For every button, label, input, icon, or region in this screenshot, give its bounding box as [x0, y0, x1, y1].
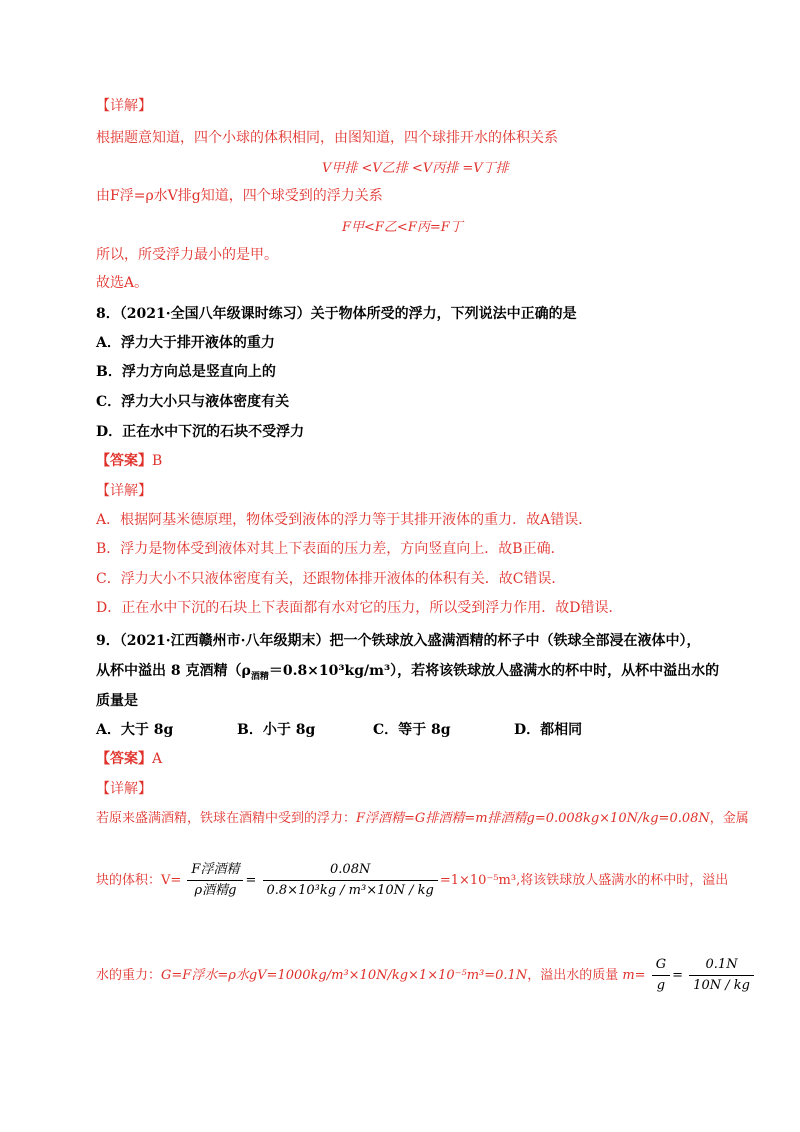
- question-9-stem-line-1: 9．（2021·江西赣州市·八年级期末）把一个铁球放入盛满酒精的杯子中（铁球全部浸在液体中），: [96, 633, 701, 649]
- question-8-option-a: A．浮力大于排开液体的重力: [96, 335, 275, 351]
- detail-heading: 【详解】: [96, 781, 152, 797]
- detail-line-2: [96, 860, 728, 901]
- mass-fraction-numeric: [689, 955, 754, 996]
- question-8-stem: 8．（2021·全国八年级课时练习）关于物体所受的浮力，下列说法中正确的是: [96, 306, 577, 322]
- question-9-option-c: C．等于 8g: [373, 722, 451, 738]
- detail-line-c: C．浮力大小不只液体密度有关，还跟物体排开液体的体积有关．故C错误．: [96, 571, 566, 587]
- question-8-option-d: D．正在水中下沉的石块不受浮力: [96, 424, 305, 440]
- detail-formula: m=: [622, 968, 646, 983]
- detail-paragraph: 所以，所受浮力最小的是甲。: [96, 247, 278, 263]
- answer-label: 【答案】: [96, 751, 152, 767]
- question-9-option-b: B．小于 8g: [237, 722, 316, 738]
- detail-conclusion: 故选A。: [96, 275, 149, 291]
- volume-relation-equation: V甲排 <V乙排 <V丙排 =V丁排: [322, 161, 509, 176]
- detail-text: ，溢出水的质量: [527, 968, 619, 983]
- stem-text: ＝0.8×10³kg/m³），若将该铁球放人盛满水的杯中时，从杯中溢出水的: [268, 663, 720, 679]
- mass-fraction-symbolic: [652, 955, 670, 996]
- fraction-denominator: ρ酒精g: [194, 883, 237, 898]
- detail-paragraph: 根据题意知道，四个小球的体积相同，由图知道，四个球排开水的体积关系: [96, 130, 558, 146]
- fraction-denominator: g: [656, 978, 666, 993]
- fraction-numerator: G: [652, 955, 670, 976]
- stem-subscript: 酒精: [250, 671, 269, 682]
- question-8-option-c: C．浮力大小只与液体密度有关: [96, 394, 290, 410]
- detail-result: =1×10⁻⁵m³: [439, 873, 517, 888]
- question-9-answer: [96, 749, 162, 769]
- volume-fraction-symbolic: [187, 860, 243, 901]
- detail-paragraph: 由F浮=ρ水V排g知道，四个球受到的浮力关系: [96, 188, 383, 204]
- detail-text: 块的体积：V=: [96, 873, 182, 888]
- fraction-numerator: 0.1N: [689, 955, 754, 976]
- question-9-option-a: A．大于 8g: [96, 722, 174, 738]
- answer-label: 【答案】: [96, 453, 152, 469]
- question-9-option-d: D．都相同: [514, 722, 583, 738]
- detail-heading: 【详解】: [96, 98, 152, 114]
- fraction-denominator: 0.8×10³kg / m³×10N / kg: [266, 883, 434, 898]
- question-8-answer: [96, 451, 162, 471]
- answer-value: A: [152, 751, 163, 767]
- detail-formula: G=F浮水=ρ水gV=1000kg/m³×10N/kg×1×10⁻⁵m³=0.1N: [161, 968, 528, 983]
- detail-line-b: B．浮力是物体受到液体对其上下表面的压力差，方向竖直向上．故B正确．: [96, 541, 565, 557]
- detail-text: ，金属: [709, 811, 749, 826]
- question-9-stem-line-2: [96, 661, 719, 687]
- question-9-stem-line-3: 质量是: [96, 693, 138, 709]
- fraction-numerator: F浮酒精: [187, 860, 243, 881]
- fraction-denominator: 10N / kg: [693, 978, 750, 993]
- detail-heading: 【详解】: [96, 483, 152, 499]
- detail-line-3: [96, 955, 756, 996]
- equals-sign: =: [245, 873, 257, 888]
- volume-fraction-numeric: [263, 860, 438, 901]
- detail-line-d: D．正在水中下沉的石块上下表面都有水对它的压力，所以受到浮力作用．故D错误．: [96, 600, 623, 616]
- detail-text: 若原来盛满酒精，铁球在酒精中受到的浮力：: [96, 811, 357, 826]
- detail-text: ,将该铁球放人盛满水的杯中时，溢出: [516, 873, 729, 888]
- detail-line-a: A．根据阿基米德原理，物体受到液体的浮力等于其排开液体的重力．故A错误．: [96, 512, 593, 528]
- stem-text: 从杯中溢出 8 克酒精（ρ: [96, 663, 251, 679]
- equals-sign: =: [672, 968, 684, 983]
- detail-line-1: [96, 809, 749, 829]
- answer-value: B: [152, 453, 163, 469]
- buoyancy-relation-equation: F甲<F乙<F丙=F丁: [342, 220, 463, 235]
- detail-formula: F浮酒精=G排酒精=m排酒精g=0.008kg×10N/kg=0.08N: [356, 811, 710, 826]
- detail-text: 水的重力：: [96, 968, 162, 983]
- question-8-option-b: B．浮力方向总是竖直向上的: [96, 364, 276, 380]
- fraction-numerator: 0.08N: [263, 860, 438, 881]
